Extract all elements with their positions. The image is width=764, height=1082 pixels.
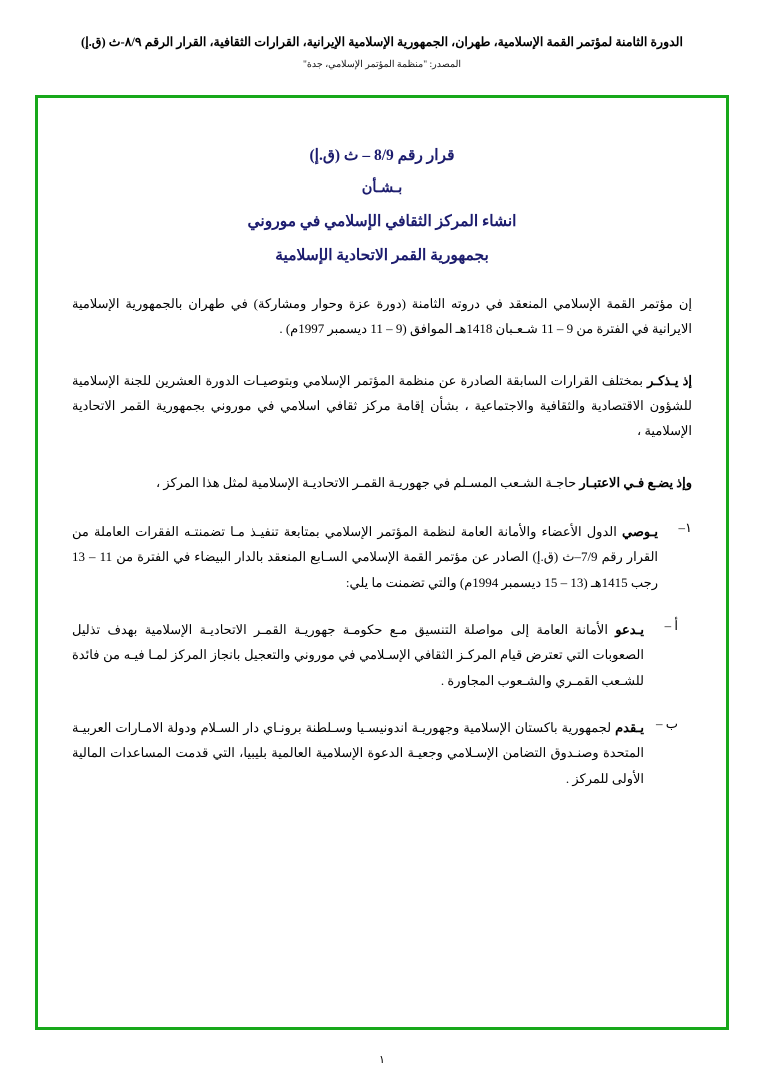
preamble-paragraph bbox=[72, 291, 692, 342]
sub-item-b-marker: ب – bbox=[656, 716, 678, 732]
recall-lead: إذ يـذكـر bbox=[647, 372, 693, 388]
sub-item-a-content bbox=[72, 617, 644, 693]
sub-item-a-text: الأمانة العامة إلى مواصلة التنسيق مـع حكومـة جهوريـة القمـر الاتحاديـة الإسلامية بهدف تذليل الصعوبات التي تعترض قيام المركـز الثقافي الإسـلامي في موروني والتعجيل بانجاز المركز لمـا فيـه من فائدة للشـعب القمـري والشـعوب المجاورة . bbox=[72, 622, 644, 688]
numbered-item-lead: يـوصي bbox=[621, 524, 659, 540]
sub-item-b-text: لجمهورية باكستان الإسلامية وجهوريـة اندونيسـيا وسـلطنة برونـاي دار السـلام ودولة الامـارات العربيـة المتحدة وصنـدوق التضامن الإسـلامي وجعيـة الدعوة الإسلامية العالمية بليبيا، التي قدمت المساعدات المالية الأولى للمركز . bbox=[72, 720, 644, 786]
recall-paragraph bbox=[72, 368, 692, 444]
document-title-group bbox=[72, 146, 692, 265]
page-number: ١ bbox=[379, 1054, 385, 1066]
subject-line-1: انشاء المركز الثقافي الإسلامي في موروني bbox=[247, 213, 517, 230]
sub-item-b-lead: يـقدم bbox=[615, 720, 645, 736]
sub-item-a-marker: أ – bbox=[664, 618, 678, 634]
sub-item-a-lead: يـدعو bbox=[615, 622, 645, 638]
resolution-number: قرار رقم 8/9 – ث (ق.إ) bbox=[309, 147, 455, 164]
consider-lead: وإذ يضـع فـي الاعتبـار bbox=[579, 474, 692, 490]
numbered-item-text: الدول الأعضاء والأمانة العامة لنظمة المؤتمر الإسلامي بمتابعة تنفيـذ مـا تضمنتـه الفقرات العاملة من القرار رقم 7/9–ث (ق.إ) الصادر عن مؤتمر القمة الإسلامي السـابع المنعقد بالدار البيضاء في الفترة من 11 – 13 رجب 1415هـ (13 – 15 ديسمبر 1994م) والتي تضمنت ما يلي: bbox=[72, 524, 659, 590]
subject-line-2: بجمهورية القمر الاتحادية الإسلامية bbox=[275, 247, 489, 264]
header-source: المصدر: "منظمة المؤتمر الإسلامي، جدة" bbox=[303, 59, 461, 70]
numbered-item bbox=[72, 519, 692, 595]
sub-item-a bbox=[72, 617, 692, 693]
document-frame bbox=[35, 95, 729, 1030]
page-header bbox=[0, 0, 764, 70]
numbered-item-marker: ١– bbox=[678, 520, 692, 536]
header-title: الدورة الثامنة لمؤتمر القمة الإسلامية، طهران، الجمهورية الإسلامية الإيرانية، القرارات الثقافية، القرار الرقم ٨/٩-ث (ق.إ) bbox=[81, 35, 683, 49]
recall-text: بمختلف القرارات السابقة الصادرة عن منظمة المؤتمر الإسلامي وبتوصيـات الدورة العشرين للجنة الإسلامية للشؤون الاقتصادية والثقافية والاجتماعية ، بشأن إقامة مركز ثقافي اسلامي في موروني بجمهورية القمر الاتحادية الإسلامية ، bbox=[72, 372, 692, 439]
sub-item-b bbox=[72, 715, 692, 791]
regarding-label: بـشـأن bbox=[361, 180, 403, 196]
consider-text: حاجـة الشـعب المسـلم في جهوريـة القمـر الاتحاديـة الإسلامية لمثل هذا المركز ، bbox=[155, 474, 577, 490]
consider-paragraph bbox=[72, 470, 692, 495]
sub-item-b-content bbox=[72, 715, 644, 791]
numbered-item-content bbox=[72, 519, 658, 595]
preamble-text: إن مؤتمر القمة الإسلامي المنعقد في دروته الثامنة (دورة عزة وحوار ومشاركة) في طهران بالجمهورية الإسلامية الايرانية في الفترة من 9 – 11 شـعـبان 1418هـ الموافق (9 – 11 ديسمبر 1997م) . bbox=[72, 296, 692, 337]
